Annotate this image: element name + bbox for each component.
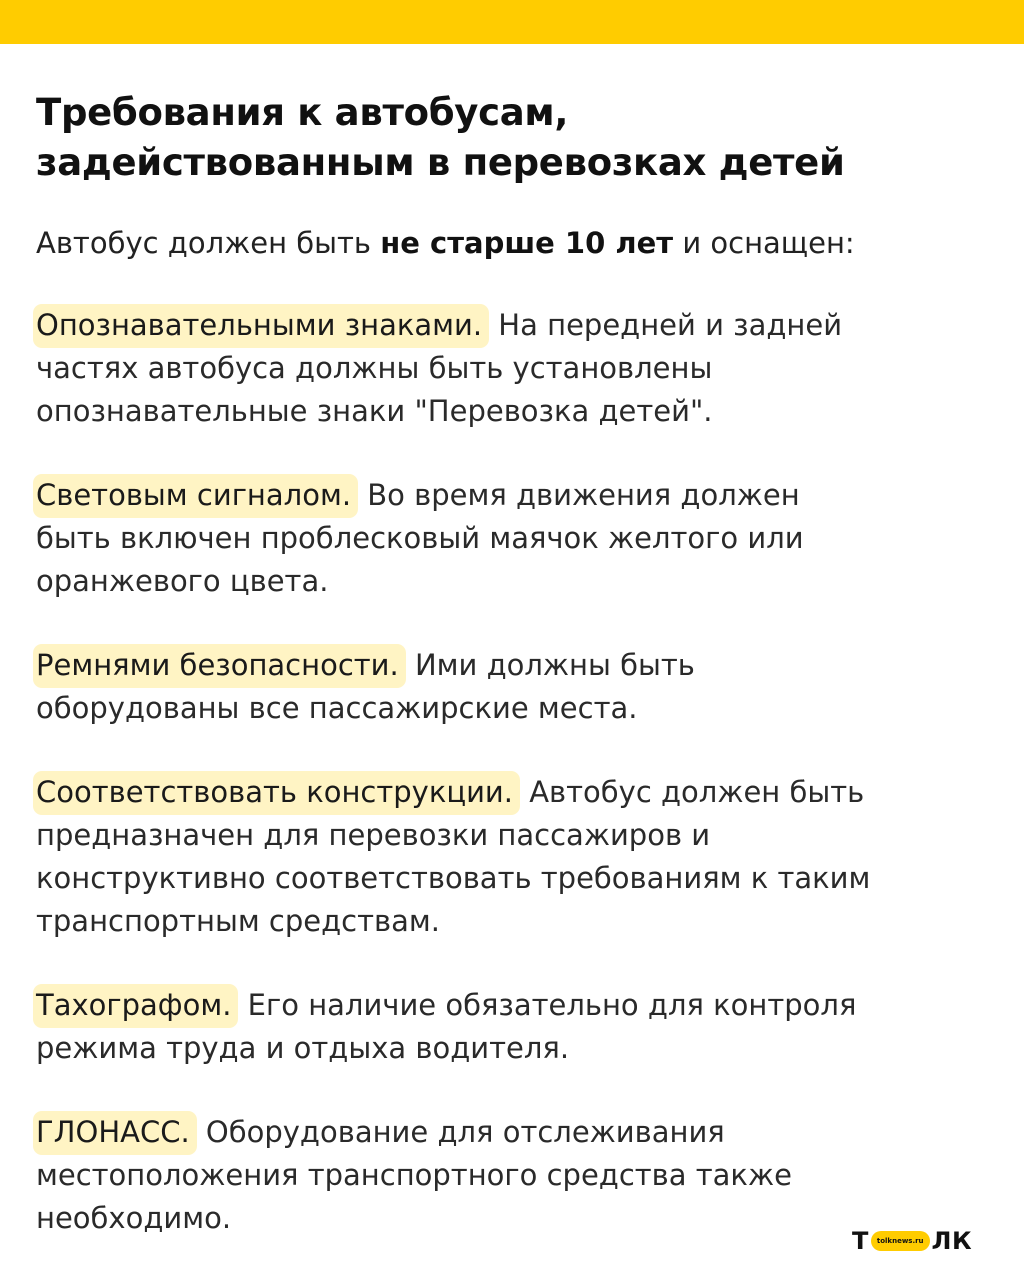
requirement-text: Оборудование для отслеживания [196, 1115, 725, 1149]
requirement-text: Автобус должен быть [520, 775, 865, 809]
requirement-line: конструктивно соответствовать требованиям к таким [36, 861, 871, 895]
requirement-item [36, 771, 980, 943]
requirement-text: Его наличие обязательно для контроля [238, 988, 857, 1022]
title-line-2: задействованным в перевозках детей [36, 141, 845, 184]
requirement-line: местоположения транспортного средства также [36, 1158, 792, 1192]
requirement-line: транспортным средствам. [36, 904, 440, 938]
logo-right-letters: ЛК [931, 1227, 973, 1255]
requirement-line [36, 771, 980, 814]
intro-suffix: и оснащен: [673, 226, 855, 260]
top-accent-bar [0, 0, 1024, 44]
requirement-line [36, 474, 980, 517]
requirement-line: предназначен для перевозки пассажиров и [36, 818, 711, 852]
requirement-item [36, 474, 980, 603]
requirement-line [36, 644, 980, 687]
requirement-line: опознавательные знаки "Перевозка детей". [36, 394, 713, 428]
requirement-line [36, 304, 980, 347]
requirement-highlight: Световым сигналом. [33, 474, 358, 518]
title-line-1: Требования к автобусам, [36, 91, 569, 134]
requirement-item [36, 984, 980, 1070]
requirement-text: Во время движения должен [358, 478, 800, 512]
page-title [36, 88, 980, 188]
requirement-line: частях автобуса должны быть установлены [36, 351, 713, 385]
intro-text [36, 222, 980, 265]
requirement-highlight: ГЛОНАСС. [33, 1111, 197, 1155]
requirement-line: необходимо. [36, 1201, 232, 1235]
requirement-item [36, 1111, 980, 1240]
requirement-text: Ими должны быть [405, 648, 695, 682]
requirement-highlight: Опознавательными знаками. [33, 304, 489, 348]
requirement-highlight: Ремнями безопасности. [33, 644, 406, 688]
requirement-item [36, 644, 980, 730]
requirement-line: оранжевого цвета. [36, 564, 329, 598]
requirement-line: быть включен проблесковый маячок желтого или [36, 521, 804, 555]
logo-pill: tolknews.ru [871, 1231, 930, 1251]
article-content [36, 88, 980, 1240]
requirement-text: На передней и задней [489, 308, 843, 342]
intro-emphasis: не старше 10 лет [380, 226, 674, 260]
requirement-line: режима труда и отдыха водителя. [36, 1031, 570, 1065]
requirement-line [36, 1111, 980, 1154]
intro-prefix: Автобус должен быть [36, 226, 381, 260]
requirement-item [36, 304, 980, 433]
requirement-line: оборудованы все пассажирские места. [36, 691, 638, 725]
requirement-highlight: Соответствовать конструкции. [33, 771, 520, 815]
requirement-highlight: Тахографом. [33, 984, 238, 1028]
requirement-line [36, 984, 980, 1027]
logo-left-letter: Т [852, 1227, 869, 1255]
tolk-logo [852, 1228, 972, 1254]
